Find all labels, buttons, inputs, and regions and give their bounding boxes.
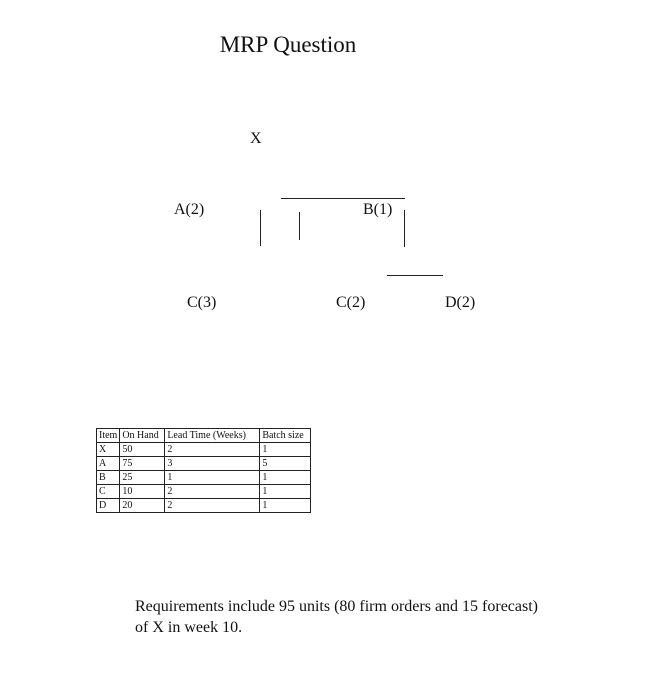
table-row — [97, 443, 311, 457]
table-cell: 25 — [120, 471, 165, 485]
table-cell: 1 — [165, 471, 260, 485]
tree-connector-line — [299, 212, 300, 240]
table-cell: 1 — [260, 499, 311, 513]
table-cell: 75 — [120, 457, 165, 471]
table-cell: 2 — [165, 485, 260, 499]
page-title: MRP Question — [219, 32, 357, 57]
table-cell: 10 — [120, 485, 165, 499]
requirements-text: Requirements include 95 units (80 firm orders and 15 forecast) of X in week 10. — [135, 598, 538, 636]
table-row — [97, 471, 311, 485]
table-cell: D — [97, 499, 120, 513]
table-cell: B — [97, 471, 120, 485]
column-header-lead-time: Lead Time (Weeks) — [165, 429, 260, 443]
table-row — [97, 485, 311, 499]
table-cell: 3 — [165, 457, 260, 471]
tree-node-c-under-a: C(3) — [187, 294, 217, 311]
table-cell: 20 — [120, 499, 165, 513]
table-cell: 2 — [165, 443, 260, 457]
tree-node-c-under-b: C(2) — [336, 294, 366, 311]
tree-connector-line — [404, 210, 405, 247]
table-cell: A — [97, 457, 120, 471]
table-cell: X — [97, 443, 120, 457]
table-header-row — [97, 429, 311, 443]
table-cell: 1 — [260, 485, 311, 499]
table-row — [97, 499, 311, 513]
table-cell: 5 — [260, 457, 311, 471]
table-cell: C — [97, 485, 120, 499]
column-header-batch-size: Batch size — [260, 429, 311, 443]
table-cell: 1 — [260, 443, 311, 457]
table-cell: 1 — [260, 471, 311, 485]
tree-node-b: B(1) — [363, 201, 393, 218]
tree-connector-line — [387, 275, 443, 276]
column-header-item: Item — [97, 429, 120, 443]
tree-node-x: X — [250, 130, 262, 147]
tree-node-a: A(2) — [174, 201, 205, 218]
tree-node-d: D(2) — [445, 294, 476, 311]
tree-connector-line — [260, 210, 261, 246]
column-header-on-hand: On Hand — [120, 429, 165, 443]
table-cell: 2 — [165, 499, 260, 513]
tree-connector-line — [281, 198, 405, 199]
table-row — [97, 457, 311, 471]
inventory-table — [96, 428, 311, 513]
table-cell: 50 — [120, 443, 165, 457]
